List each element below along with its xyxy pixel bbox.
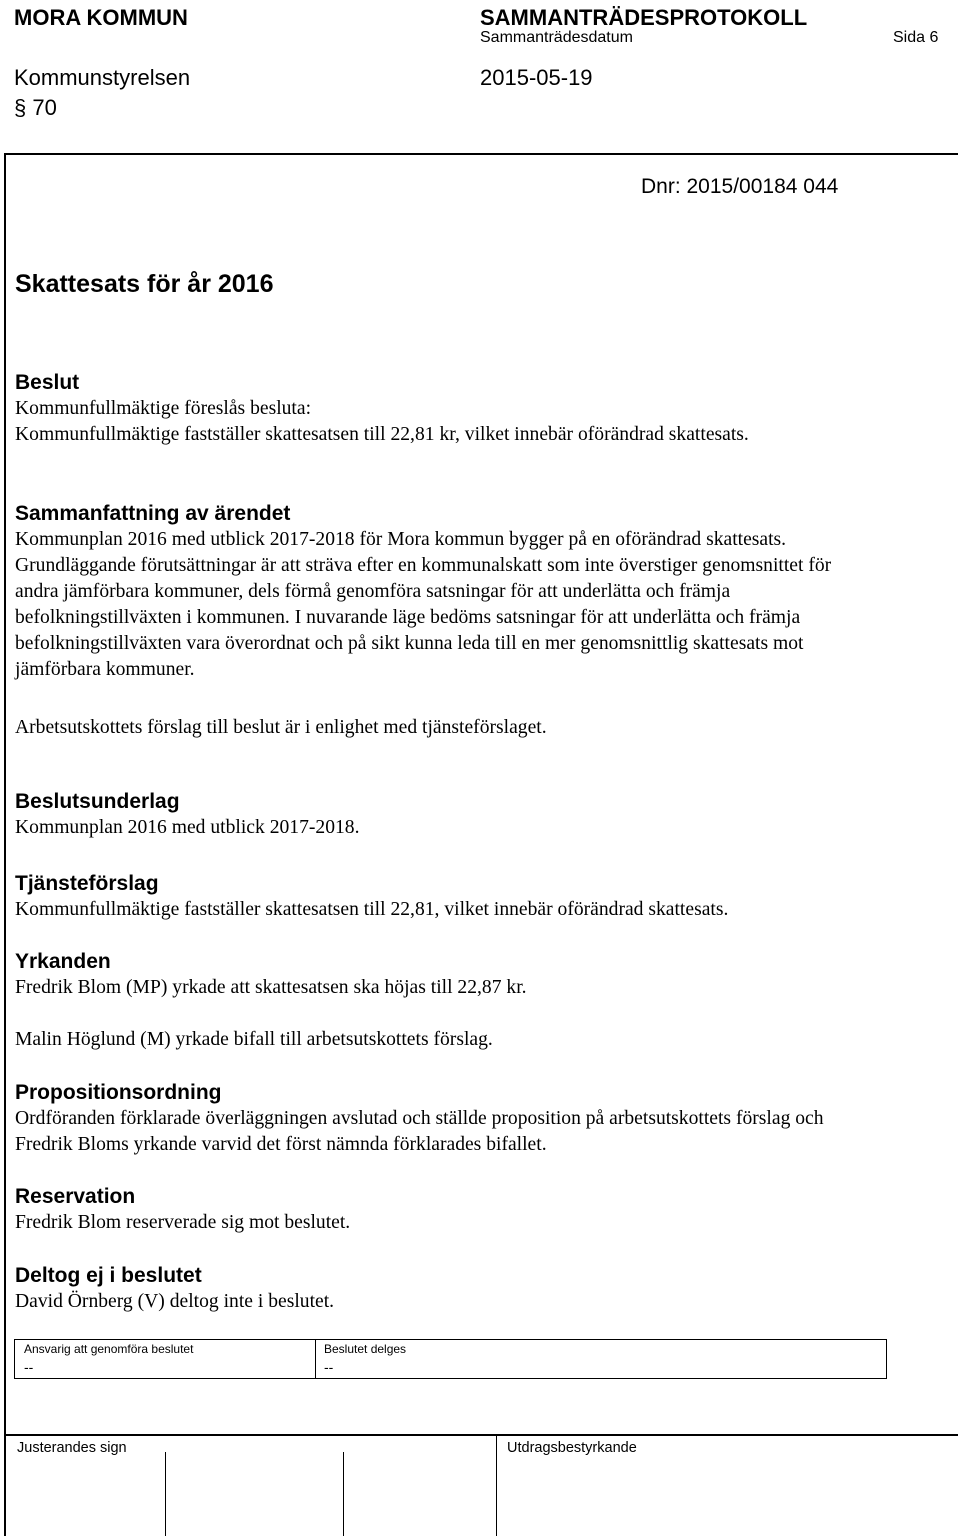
section-beslutsunderlag (15, 789, 945, 841)
section-reservation (15, 1184, 945, 1236)
section-beslut (15, 370, 945, 448)
paragraph-line: Kommunfullmäktige fastställer skattesatsen till 22,81 kr, vilket innebär oförändrad skattesats. (15, 424, 749, 445)
section-sammanfattning (15, 501, 945, 683)
committee-name: Kommunstyrelsen (14, 65, 191, 90)
paragraph-line: Malin Höglund (M) yrkade bifall till arbetsutskottets förslag. (15, 1029, 493, 1050)
paragraph-line: jämförbara kommuner. (15, 659, 195, 680)
section-deltog-ej (15, 1263, 945, 1315)
paragraph-line: befolkningstillväxten vara överordnat och på sikt kunna leda till en mer genomsnittlig skattesats mot (15, 633, 804, 654)
section-heading: Tjänsteförslag (15, 872, 159, 895)
diary-number: Dnr: 2015/00184 044 (641, 175, 839, 198)
distribution-value: -- (324, 1359, 334, 1375)
paragraph-line: Kommunplan 2016 med utblick 2017-2018 för Mora kommun bygger på en oförändrad skattesats. (15, 529, 787, 550)
box-divider (315, 1340, 316, 1378)
section-heading: Beslutsunderlag (15, 790, 180, 813)
paragraph-line: Ordföranden förklarade överläggningen avslutad och ställde proposition på arbetsutskottets förslag och (15, 1108, 824, 1129)
signature-divider (343, 1452, 344, 1536)
section-heading: Beslut (15, 371, 80, 394)
responsibility-box (14, 1339, 887, 1379)
paragraph-line: andra jämförbara kommuner, dels förmå genomföra satsningar för att underlätta och främja (15, 581, 731, 602)
section-propositionsordning (15, 1080, 945, 1158)
section-heading: Reservation (15, 1185, 136, 1208)
section-heading: Yrkanden (15, 950, 111, 973)
extract-certification-label: Utdragsbestyrkande (507, 1440, 637, 1456)
document-type: SAMMANTRÄDESPROTOKOLL (480, 5, 808, 30)
section-tjansteforslag (15, 871, 945, 923)
paragraph-line: Kommunfullmäktige fastställer skattesatsen till 22,81, vilket innebär oförändrad skattesats. (15, 899, 729, 920)
signature-label: Justerandes sign (17, 1440, 127, 1456)
meeting-date-label: Sammanträdesdatum (480, 29, 633, 46)
section-heading: Sammanfattning av ärendet (15, 502, 291, 525)
section-heading: Deltog ej i beslutet (15, 1264, 202, 1287)
frame-top-border (4, 153, 958, 155)
meeting-date: 2015-05-19 (480, 65, 593, 90)
footer-top-border (4, 1434, 958, 1436)
responsible-value: -- (24, 1359, 34, 1375)
paragraph-line: Kommunplan 2016 med utblick 2017-2018. (15, 817, 360, 838)
paragraph-line: Fredrik Blom reserverade sig mot beslutet. (15, 1212, 351, 1233)
signature-divider (165, 1452, 166, 1536)
distribution-label: Beslutet delges (324, 1342, 407, 1356)
paragraph-line: Fredrik Blom (MP) yrkade att skattesatsen ska höjas till 22,87 kr. (15, 977, 527, 998)
paragraph-line: Kommunfullmäktige föreslås besluta: (15, 398, 312, 419)
paragraph-line: Arbetsutskottets förslag till beslut är i enlighet med tjänsteförslaget. (15, 717, 547, 738)
paragraph-line: befolkningstillväxten i kommunen. I nuvarande läge bedöms satsningar för att underlätta och främja (15, 607, 801, 628)
paragraph-line: Fredrik Bloms yrkande varvid det först nämnda förklarades bifallet. (15, 1134, 547, 1155)
page-title: Skattesats för år 2016 (15, 270, 274, 298)
paragraph-line: David Örnberg (V) deltog inte i beslutet. (15, 1291, 335, 1312)
frame-left-border (4, 153, 6, 1536)
section-heading: Propositionsordning (15, 1081, 222, 1104)
page-number: Sida 6 (893, 29, 939, 46)
municipality-name: MORA KOMMUN (14, 5, 188, 30)
footer-center-divider (496, 1436, 497, 1536)
paragraph-line: Grundläggande förutsättningar är att sträva efter en kommunalskatt som inte överstiger genomsnittet för (15, 555, 832, 576)
paragraph-number: § 70 (14, 95, 57, 120)
responsible-label: Ansvarig att genomföra beslutet (24, 1342, 194, 1356)
section-yrkanden (15, 949, 945, 1001)
